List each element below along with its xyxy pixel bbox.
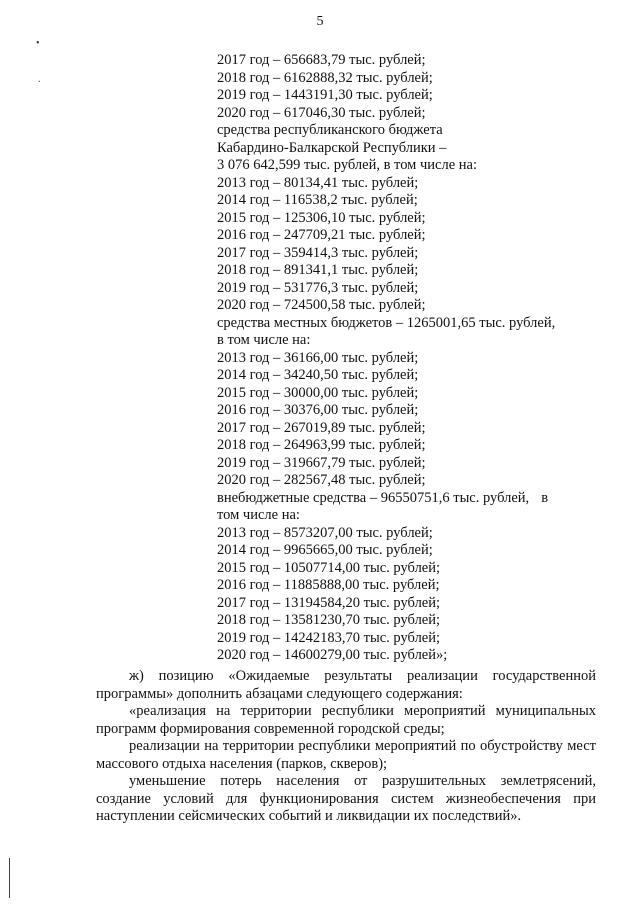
funding-line: [217, 612, 597, 630]
funding-line-text: 2015 год – 10507714,00 тыс. рублей;: [217, 559, 441, 576]
funding-line-text: 2014 год – 116538,2 тыс. рублей;: [217, 192, 418, 208]
margin-mark: .: [38, 74, 41, 85]
funding-line-text: 2019 год – 319667,79 тыс. рублей;: [217, 454, 426, 471]
funding-line-text: 2020 год – 724500,58 тыс. рублей;: [217, 297, 426, 313]
funding-line-text: 2020 год – 282567,48 тыс. рублей;: [217, 472, 426, 488]
funding-line: [217, 157, 597, 175]
funding-line: [217, 280, 597, 298]
funding-line: [217, 332, 597, 350]
funding-line-text: 2014 год – 9965665,00 тыс. рублей;: [217, 542, 433, 558]
funding-line-text: 2013 год – 8573207,00 тыс. рублей;: [217, 524, 433, 541]
funding-line: [217, 245, 597, 263]
amendment-text: [96, 668, 596, 826]
funding-line: [217, 227, 597, 245]
funding-line: [217, 507, 597, 525]
funding-line: [217, 350, 597, 368]
paragraph: реализации на территории республики мероприятий по обустройству мест массового отдыха населения (парков, скверов);: [96, 738, 596, 772]
funding-line-text: 2019 год – 1443191,30 тыс. рублей;: [217, 87, 433, 103]
funding-line-text: 2018 год – 13581230,70 тыс. рублей;: [217, 612, 441, 628]
funding-line-text: 2018 год – 6162888,32 тыс. рублей;: [217, 69, 433, 86]
page-number: 5: [316, 14, 324, 29]
margin-rule: [9, 858, 10, 898]
funding-line-text: 2015 год – 30000,00 тыс. рублей;: [217, 384, 419, 401]
paragraph: уменьшение потерь населения от разрушительных землетрясений, создание условий для функционирования систем жизнеобеспечения при наступлении сейсмических событий и ликвидации их последствий».: [96, 773, 596, 824]
funding-line: [217, 577, 597, 595]
funding-line: [217, 70, 597, 88]
funding-line-text: средства республиканского бюджета: [217, 122, 443, 138]
funding-line: [217, 262, 597, 280]
funding-line-text: 2018 год – 264963,99 тыс. рублей;: [217, 437, 426, 453]
funding-line-text: том числе на:: [217, 507, 300, 523]
margin-mark: •: [36, 38, 40, 49]
funding-line-text: 2016 год – 11885888,00 тыс. рублей;: [217, 577, 440, 593]
paragraph: ж) позицию «Ожидаемые результаты реализации государственной программы» дополнить абзацами следующего содержания:: [96, 668, 596, 702]
funding-line-text: 2020 год – 14600279,00 тыс. рублей»;: [217, 647, 448, 663]
funding-line-text: 2017 год – 13194584,20 тыс. рублей;: [217, 594, 441, 611]
funding-line-text: 2020 год – 617046,30 тыс. рублей;: [217, 104, 426, 121]
funding-line: [217, 525, 597, 543]
funding-line: [217, 367, 597, 385]
funding-line-text: 2017 год – 359414,3 тыс. рублей;: [217, 244, 419, 261]
funding-line: [217, 647, 597, 665]
funding-line-text: Кабардино-Балкарской Республики –: [217, 139, 447, 156]
funding-line: [217, 595, 597, 613]
funding-line: [217, 437, 597, 455]
funding-line-text: 2013 год – 80134,41 тыс. рублей;: [217, 174, 419, 191]
funding-line: [217, 490, 597, 508]
funding-line-text: 2019 год – 531776,3 тыс. рублей;: [217, 279, 419, 296]
funding-line-text: 2017 год – 656683,79 тыс. рублей;: [217, 52, 426, 68]
funding-line-text: 2016 год – 30376,00 тыс. рублей;: [217, 402, 419, 418]
funding-line: [217, 315, 597, 333]
funding-line: [217, 297, 597, 315]
funding-line: [217, 52, 597, 70]
funding-line: [217, 105, 597, 123]
funding-line: [217, 560, 597, 578]
funding-line-text: 2018 год – 891341,1 тыс. рублей;: [217, 262, 419, 278]
funding-line: [217, 122, 597, 140]
funding-line: [217, 385, 597, 403]
funding-line-text: 3 076 642,599 тыс. рублей, в том числе на:: [217, 157, 477, 173]
funding-line-text: 2013 год – 36166,00 тыс. рублей;: [217, 349, 419, 366]
funding-line-tail: в: [541, 489, 549, 506]
funding-line-text: 2017 год – 267019,89 тыс. рублей;: [217, 419, 426, 436]
funding-line: [217, 140, 597, 158]
funding-line: [217, 542, 597, 560]
funding-line: [217, 210, 597, 228]
funding-line: [217, 630, 597, 648]
funding-line: [217, 192, 597, 210]
funding-line: [217, 472, 597, 490]
funding-line-text: внебюджетные средства – 96550751,6 тыс. рублей,: [217, 489, 530, 506]
funding-line-text: 2016 год – 247709,21 тыс. рублей;: [217, 227, 426, 243]
funding-line-text: 2019 год – 14242183,70 тыс. рублей;: [217, 629, 441, 646]
funding-line: [217, 455, 597, 473]
funding-line: [217, 175, 597, 193]
funding-list: [217, 52, 597, 665]
funding-line-text: в том числе на:: [217, 332, 311, 348]
funding-line-text: 2014 год – 34240,50 тыс. рублей;: [217, 367, 419, 383]
funding-line: [217, 420, 597, 438]
funding-line-text: средства местных бюджетов – 1265001,65 тыс. рублей,: [217, 314, 556, 331]
funding-line-text: 2015 год – 125306,10 тыс. рублей;: [217, 209, 426, 226]
funding-line: [217, 402, 597, 420]
funding-line: [217, 87, 597, 105]
paragraph: «реализация на территории республики мероприятий муниципальных программ формирования современной городской среды;: [96, 703, 596, 737]
